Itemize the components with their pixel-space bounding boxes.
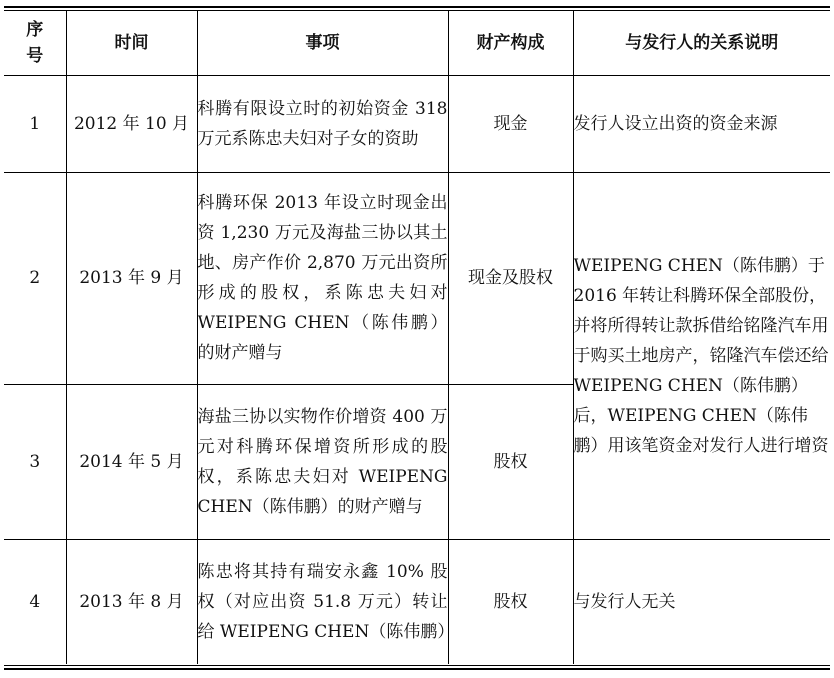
row-item: 陈忠将其持有瑞安永鑫 10% 股权（对应出资 51.8 万元）转让给 WEIPENG CHEN（陈伟鹏） [197,539,448,664]
table-row [4,75,830,172]
table-top-rule [4,6,830,8]
row-composition: 股权 [448,539,573,664]
header-seq-line1: 序 [26,19,44,40]
table-row [4,539,830,664]
header-time: 时间 [66,11,197,75]
table-bottom-rule [4,668,830,670]
row-relation: 与发行人无关 [573,539,830,664]
row-composition: 现金 [448,75,573,172]
row-time: 2014 年 5 月 [66,384,197,539]
table-row [4,172,830,384]
row-composition: 股权 [448,384,573,539]
header-relation: 与发行人的关系说明 [573,11,830,75]
row-time: 2012 年 10 月 [66,75,197,172]
header-seq [4,11,66,75]
row-time: 2013 年 9 月 [66,172,197,384]
row-composition: 现金及股权 [448,172,573,384]
row-seq: 2 [4,172,66,384]
row-item: 科腾有限设立时的初始资金 318 万元系陈忠夫妇对子女的资助 [197,75,448,172]
row-seq: 1 [4,75,66,172]
row-seq: 3 [4,384,66,539]
table-bottom-rule-thin [4,665,830,666]
row-item: 海盐三协以实物作价增资 400 万元对科腾环保增资所形成的股权，系陈忠夫妇对 WEIPENG CHEN（陈伟鹏）的财产赠与 [197,384,448,539]
row-relation-merged: WEIPENG CHEN（陈伟鹏）于 2016 年转让科腾环保全部股份，并将所得转让款拆借给铭隆汽车用于购买土地房产，铭隆汽车偿还给 WEIPENG CHEN（陈伟鹏）后，WEIPENG CHEN（陈伟鹏）用该笔资金对发行人进行增资 [573,172,830,539]
header-item: 事项 [197,11,448,75]
asset-gift-table [4,11,830,664]
row-relation: 发行人设立出资的资金来源 [573,75,830,172]
header-seq-line2: 号 [26,45,44,66]
row-seq: 4 [4,539,66,664]
row-item: 科腾环保 2013 年设立时现金出资 1,230 万元及海盐三协以其土地、房产作价 2,870 万元出资所形成的股权，系陈忠夫妇对 WEIPENG CHEN（陈伟鹏）的财产赠与 [197,172,448,384]
row-time: 2013 年 8 月 [66,539,197,664]
header-composition: 财产构成 [448,11,573,75]
table-header-row [4,11,830,75]
